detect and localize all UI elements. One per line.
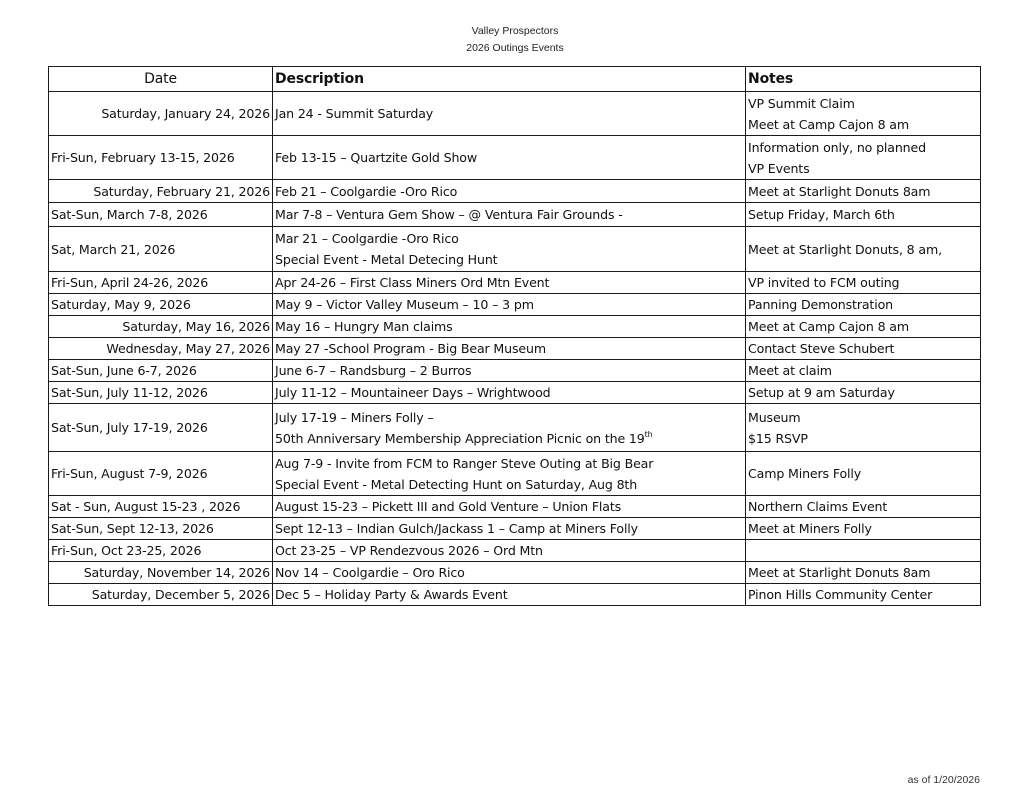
- description-text: Mar 7-8 – Ventura Gem Show – @ Ventura Fair Grounds -: [275, 207, 623, 222]
- table-row: [49, 338, 981, 360]
- description-text: Feb 21 – Coolgardie -Oro Rico: [275, 183, 458, 199]
- notes-line: Meet at claim: [748, 363, 832, 378]
- description-line: [275, 272, 743, 293]
- cell-description: [273, 540, 746, 562]
- notes-line: Meet at Starlight Donuts 8am: [748, 565, 931, 580]
- cell-date: Wednesday, May 27, 2026: [49, 338, 273, 360]
- table-row: [49, 518, 981, 540]
- notes-line: Setup at 9 am Saturday: [748, 385, 895, 400]
- cell-notes: [746, 496, 981, 518]
- cell-description: [273, 92, 746, 136]
- table-row: [49, 360, 981, 382]
- description-line: [275, 496, 743, 517]
- description-line: [275, 428, 743, 449]
- events-table-body: [49, 92, 981, 606]
- cell-notes: [746, 227, 981, 272]
- cell-notes: [746, 518, 981, 540]
- description-line: [275, 103, 743, 124]
- events-table: [48, 66, 981, 606]
- description-text: Special Event - Metal Detecing Hunt: [275, 252, 498, 267]
- description-line: [275, 562, 743, 583]
- cell-notes: [746, 360, 981, 382]
- table-row: [49, 316, 981, 338]
- description-line: [275, 204, 743, 225]
- cell-description: [273, 338, 746, 360]
- description-text: May 9 – Victor Valley Museum – 10 – 3 pm: [275, 297, 534, 312]
- as-of-date: as of 1/20/2026: [907, 774, 980, 786]
- cell-description: [273, 562, 746, 584]
- cell-date: Sat-Sun, July 11-12, 2026: [49, 382, 273, 404]
- description-text: June 6-7 – Randsburg – 2 Burros: [275, 363, 472, 378]
- description-line: [275, 453, 743, 474]
- cell-date: Sat, March 21, 2026: [49, 227, 273, 272]
- notes-line: Meet at Miners Folly: [748, 521, 872, 536]
- notes-line: VP Events: [748, 160, 810, 176]
- cell-description: [273, 136, 746, 180]
- description-line: [275, 584, 743, 605]
- description-text: Mar 21 – Coolgardie -Oro Rico: [275, 231, 459, 246]
- cell-date: Fri-Sun, February 13-15, 2026: [49, 136, 273, 180]
- notes-line: Meet at Starlight Donuts, 8 am,: [748, 241, 942, 257]
- description-line: [275, 181, 743, 202]
- notes-line: Setup Friday, March 6th: [748, 207, 895, 222]
- table-row: [49, 136, 981, 180]
- description-text: Oct 23-25 – VP Rendezvous 2026 – Ord Mtn: [275, 543, 543, 558]
- cell-description: [273, 584, 746, 606]
- cell-notes: [746, 203, 981, 227]
- description-text: May 16 – Hungry Man claims: [275, 319, 453, 334]
- cell-description: [273, 316, 746, 338]
- cell-date: Fri-Sun, Oct 23-25, 2026: [49, 540, 273, 562]
- notes-line: Camp Miners Folly: [748, 466, 862, 481]
- cell-date: Saturday, January 24, 2026: [49, 92, 273, 136]
- column-header-date: Date: [49, 67, 273, 92]
- cell-notes: [746, 382, 981, 404]
- table-row: [49, 227, 981, 272]
- description-line: [275, 316, 743, 337]
- cell-description: [273, 203, 746, 227]
- notes-line: Meet at Starlight Donuts 8am: [748, 183, 931, 199]
- cell-description: [273, 404, 746, 452]
- description-line: [275, 474, 743, 495]
- notes-line: Pinon Hills Community Center: [748, 587, 933, 602]
- cell-notes: [746, 272, 981, 294]
- description-text: July 17-19 – Miners Folly –: [275, 409, 434, 425]
- description-text: Feb 13-15 – Quartzite Gold Show: [275, 150, 478, 165]
- cell-notes: [746, 338, 981, 360]
- cell-description: [273, 180, 746, 203]
- table-row: [49, 562, 981, 584]
- cell-description: [273, 360, 746, 382]
- table-row: [49, 180, 981, 203]
- cell-notes: [746, 294, 981, 316]
- cell-notes: [746, 92, 981, 136]
- notes-line: $15 RSVP: [748, 430, 808, 446]
- cell-date: Sat-Sun, Sept 12-13, 2026: [49, 518, 273, 540]
- description-text: July 11-12 – Mountaineer Days – Wrightwood: [275, 385, 551, 400]
- notes-line: Northern Claims Event: [748, 499, 888, 514]
- cell-description: [273, 496, 746, 518]
- cell-description: [273, 382, 746, 404]
- description-text: Apr 24-26 – First Class Miners Ord Mtn Event: [275, 275, 550, 290]
- cell-date: Fri-Sun, August 7-9, 2026: [49, 452, 273, 496]
- cell-date: Saturday, February 21, 2026: [49, 180, 273, 203]
- notes-line: Meet at Camp Cajon 8 am: [748, 116, 909, 132]
- cell-notes: [746, 136, 981, 180]
- cell-description: [273, 227, 746, 272]
- cell-date: Saturday, December 5, 2026: [49, 584, 273, 606]
- column-header-description: Description: [273, 67, 746, 92]
- description-text: Jan 24 - Summit Saturday: [275, 106, 434, 121]
- description-line: [275, 540, 743, 561]
- document-subtitle: 2026 Outings Events: [466, 42, 564, 54]
- description-line: [275, 360, 743, 381]
- description-text: August 15-23 – Pickett III and Gold Venture – Union Flats: [275, 499, 622, 514]
- table-row: [49, 272, 981, 294]
- column-header-notes: Notes: [746, 67, 981, 92]
- description-text: Special Event - Metal Detecting Hunt on Saturday, Aug 8th: [275, 476, 638, 492]
- description-line: [275, 147, 743, 168]
- cell-date: Sat - Sun, August 15-23 , 2026: [49, 496, 273, 518]
- cell-date: Saturday, May 9, 2026: [49, 294, 273, 316]
- cell-date: Fri-Sun, April 24-26, 2026: [49, 272, 273, 294]
- cell-date: Sat-Sun, March 7-8, 2026: [49, 203, 273, 227]
- cell-notes: [746, 584, 981, 606]
- ordinal-superscript: th: [644, 429, 653, 439]
- cell-notes: [746, 452, 981, 496]
- table-row: [49, 382, 981, 404]
- description-line: [275, 382, 743, 403]
- notes-line: Panning Demonstration: [748, 297, 893, 312]
- description-line: [275, 228, 743, 249]
- cell-description: [273, 294, 746, 316]
- table-row: [49, 584, 981, 606]
- description-text: Nov 14 – Coolgardie – Oro Rico: [275, 565, 465, 580]
- description-text: Sept 12-13 – Indian Gulch/Jackass 1 – Camp at Miners Folly: [275, 521, 638, 536]
- document-title: Valley Prospectors: [471, 25, 559, 37]
- cell-notes: [746, 540, 981, 562]
- cell-date: Sat-Sun, June 6-7, 2026: [49, 360, 273, 382]
- description-text: 50th Anniversary Membership Appreciation Picnic on the 19: [275, 430, 645, 446]
- notes-line: VP Summit Claim: [748, 95, 855, 111]
- notes-line: VP invited to FCM outing: [748, 275, 900, 290]
- description-line: [275, 338, 743, 359]
- description-text: Aug 7-9 - Invite from FCM to Ranger Steve Outing at Big Bear: [275, 455, 654, 471]
- description-text: Dec 5 – Holiday Party & Awards Event: [275, 587, 508, 602]
- table-row: [49, 452, 981, 496]
- cell-notes: [746, 562, 981, 584]
- table-header-row: [49, 67, 981, 92]
- cell-notes: [746, 404, 981, 452]
- cell-description: [273, 272, 746, 294]
- description-text: May 27 -School Program - Big Bear Museum: [275, 341, 546, 356]
- table-row: [49, 404, 981, 452]
- cell-date: Saturday, November 14, 2026: [49, 562, 273, 584]
- table-row: [49, 496, 981, 518]
- notes-line: Museum: [748, 409, 801, 425]
- cell-description: [273, 452, 746, 496]
- cell-date: Saturday, May 16, 2026: [49, 316, 273, 338]
- cell-date: Sat-Sun, July 17-19, 2026: [49, 404, 273, 452]
- notes-line: Meet at Camp Cajon 8 am: [748, 319, 909, 334]
- table-row: [49, 540, 981, 562]
- description-line: [275, 249, 743, 270]
- notes-line: Information only, no planned: [748, 139, 926, 155]
- table-row: [49, 203, 981, 227]
- description-line: [275, 518, 743, 539]
- cell-notes: [746, 180, 981, 203]
- description-line: [275, 294, 743, 315]
- description-line: [275, 407, 743, 428]
- table-row: [49, 92, 981, 136]
- cell-notes: [746, 316, 981, 338]
- notes-line: Contact Steve Schubert: [748, 341, 895, 356]
- cell-description: [273, 518, 746, 540]
- table-row: [49, 294, 981, 316]
